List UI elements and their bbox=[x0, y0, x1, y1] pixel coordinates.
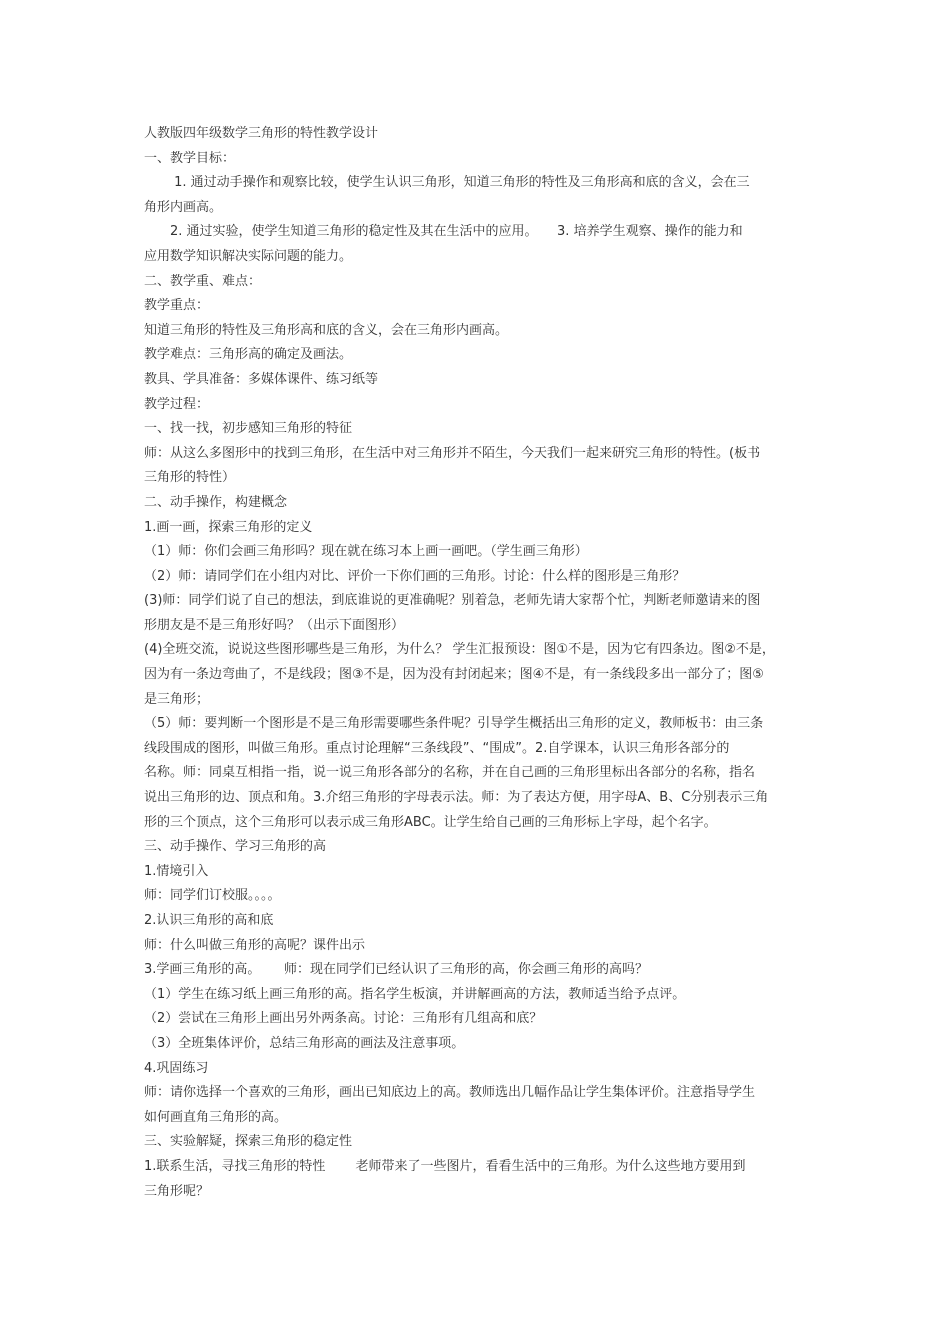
section-heading: 二、动手操作，构建概念 bbox=[144, 494, 288, 510]
paragraph-line: 知道三角形的特性及三角形高和底的含义，会在三角形内画高。 bbox=[144, 322, 509, 338]
paragraph-line: 说出三角形的边、顶点和角。3.介绍三角形的字母表示法。师：为了表达方便，用字母A、B、C分别表示三角 bbox=[144, 790, 769, 806]
paragraph-line: 名称。师：同桌互相指一指，说一说三角形各部分的名称，并在自己画的三角形里标出各部分的名称，指名 bbox=[144, 765, 756, 781]
paragraph-line: （2）师：请同学们在小组内对比、评价一下你们画的三角形。讨论：什么样的图形是三角形？ bbox=[144, 568, 686, 584]
subsection-heading: 4.巩固练习 bbox=[144, 1060, 209, 1076]
paragraph-line: （3）全班集体评价，总结三角形高的画法及注意事项。 bbox=[144, 1035, 465, 1051]
paragraph-line: （1）师：你们会画三角形吗？现在就在练习本上画一画吧。（学生画三角形） bbox=[144, 544, 588, 560]
subsection-heading: 2.认识三角形的高和底 bbox=[144, 913, 274, 928]
paragraph-line: 形朋友是不是三角形好吗？（出示下面图形） bbox=[144, 617, 405, 633]
subsection-heading: 1.画一画，探索三角形的定义 bbox=[144, 519, 313, 535]
paragraph-line: 师：什么叫做三角形的高呢？课件出示 bbox=[144, 937, 366, 953]
paragraph-line: 三角形呢？ bbox=[144, 1183, 210, 1199]
paragraph-line: 三角形的特性） bbox=[144, 470, 236, 486]
document-page bbox=[144, 122, 812, 1204]
paragraph-line: 1. 通过动手操作和观察比较，使学生认识三角形，知道三角形的特性及三角形高和底的含义，会在三 bbox=[144, 175, 750, 191]
document-title: 人教版四年级数学三角形的特性教学设计 bbox=[144, 126, 379, 141]
paragraph-line: 1.联系生活，寻找三角形的特性 老师带来了一些图片，看看生活中的三角形。为什么这些地方要用到 bbox=[144, 1158, 746, 1174]
paragraph-line: 教学重点： bbox=[144, 298, 210, 314]
section-heading: 二、教学重、难点： bbox=[144, 273, 262, 289]
paragraph-line: 线段围成的图形，叫做三角形。重点讨论理解“三条线段”、“围成”。2.自学课本，认识三角形各部分的 bbox=[144, 740, 730, 756]
section-heading: 三、实验解疑，探索三角形的稳定性 bbox=[144, 1134, 353, 1150]
paragraph-line: （1）学生在练习纸上画三角形的高。指名学生板演，并讲解画高的方法，教师适当给予点评。 bbox=[144, 986, 686, 1002]
paragraph-line: 角形内画高。 bbox=[144, 199, 223, 215]
section-heading: 三、动手操作、学习三角形的高 bbox=[144, 839, 327, 855]
paragraph-line: (3)师：同学们说了自己的想法，到底谁说的更准确呢？别着急，老师先请大家帮个忙，判断老师邀请来的图 bbox=[144, 593, 761, 609]
paragraph-line: （5）师：要判断一个图形是不是三角形需要哪些条件呢？引导学生概括出三角形的定义，教师板书：由三条 bbox=[144, 716, 764, 732]
paragraph-line: 师：同学们订校服。。。。 bbox=[144, 888, 281, 904]
paragraph-line: 如何画直角三角形的高。 bbox=[144, 1109, 288, 1125]
subsection-heading: 1.情境引入 bbox=[144, 863, 209, 879]
paragraph-line: 3.学画三角形的高。 师：现在同学们已经认识了三角形的高，你会画三角形的高吗？ bbox=[144, 962, 649, 978]
paragraph-line: 因为有一条边弯曲了，不是线段；图③不是，因为没有封闭起来；图④不是，有一条线段多出一部分了；图⑤ bbox=[144, 667, 764, 683]
paragraph-line: 师：请你选择一个喜欢的三角形，画出已知底边上的高。教师选出几幅作品让学生集体评价。注意指导学生 bbox=[144, 1085, 756, 1101]
paragraph-line: （2）尝试在三角形上画出另外两条高。讨论：三角形有几组高和底？ bbox=[144, 1011, 543, 1027]
paragraph-line: 应用数学知识解决实际问题的能力。 bbox=[144, 248, 353, 264]
paragraph-line: 形的三个顶点，这个三角形可以表示成三角形ABC。让学生给自己画的三角形标上字母，起个名字。 bbox=[144, 814, 717, 830]
section-heading: 教学过程： bbox=[144, 396, 210, 412]
section-heading: 一、找一找，初步感知三角形的特征 bbox=[144, 421, 353, 437]
paragraph-line: (4)全班交流，说说这些图形哪些是三角形，为什么？ 学生汇报预设：图①不是，因为它有四条边。图②不是， bbox=[144, 642, 775, 658]
paragraph-line: 教学难点：三角形高的确定及画法。 bbox=[144, 347, 353, 363]
paragraph-line: 师：从这么多图形中的找到三角形，在生活中对三角形并不陌生，今天我们一起来研究三角形的特性。(板书 bbox=[144, 445, 761, 461]
paragraph-line: 教具、学具准备：多媒体课件、练习纸等 bbox=[144, 371, 379, 387]
paragraph-line: 是三角形； bbox=[144, 691, 210, 707]
paragraph-line: 2. 通过实验，使学生知道三角形的稳定性及其在生活中的应用。 3. 培养学生观察、操作的能力和 bbox=[144, 224, 743, 240]
section-heading: 一、教学目标： bbox=[144, 150, 236, 166]
